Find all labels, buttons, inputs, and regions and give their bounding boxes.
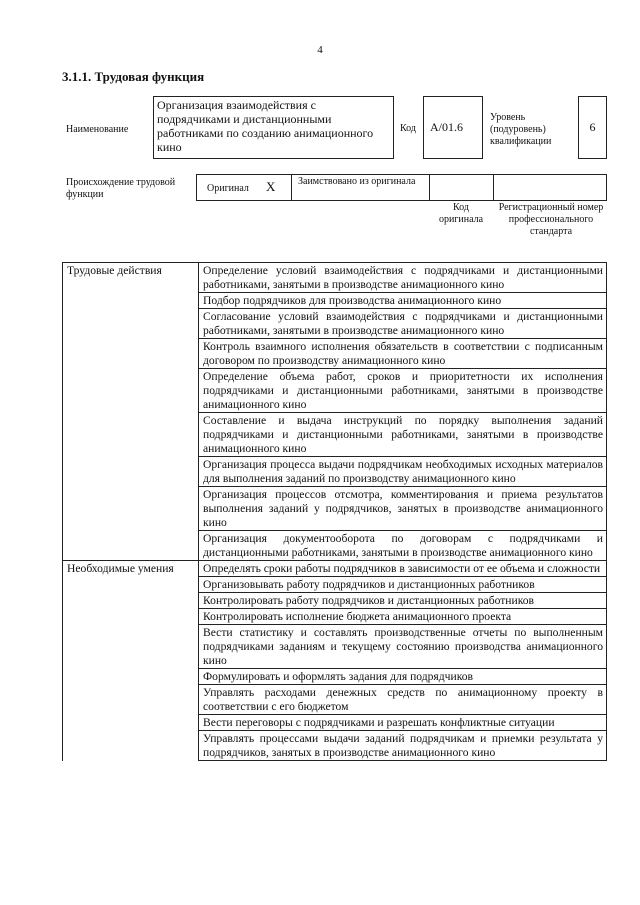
original-label: Оригинал xyxy=(207,183,249,194)
table-row xyxy=(63,609,607,625)
list-item: Управлять расходами денежных средств по анимационному проекту в соответствии с его бюджетом xyxy=(199,685,607,715)
function-details-table xyxy=(62,262,607,761)
list-item: Вести переговоры с подрядчиками и разрешать конфликтные ситуации xyxy=(199,715,607,731)
list-item: Организация процессов отсмотра, комментирования и приема результатов выполнения заданий у подрядчиков, занятых в производстве анимационного кино xyxy=(199,487,607,531)
code-value-box xyxy=(423,96,483,159)
required-skills-heading: Необходимые умения xyxy=(63,561,199,577)
table-row xyxy=(63,309,607,339)
table-row xyxy=(63,685,607,715)
table-row xyxy=(63,369,607,413)
list-item: Организация процесса выдачи подрядчикам необходимых исходных материалов для выполнения заданий по производству анимационного кино xyxy=(199,457,607,487)
list-item: Организовывать работу подрядчиков и дистанционных работников xyxy=(199,577,607,593)
table-row xyxy=(63,593,607,609)
borrowed-label: Заимствовано из оригинала xyxy=(298,176,416,187)
list-item: Организация документооборота по договорам с подрядчиками и дистанционными работниками, занятыми в производстве анимационного кино xyxy=(199,531,607,561)
name-value: Организация взаимодействия с подрядчиками и дистанционными работниками по созданию анимационного кино xyxy=(157,98,374,154)
list-item: Контроль взаимного исполнения обязательств в соответствии с подписанным договором по производству анимационного кино xyxy=(199,339,607,369)
code-label: Код xyxy=(400,123,416,134)
original-mark: X xyxy=(266,179,276,194)
level-value: 6 xyxy=(589,120,596,134)
table-row xyxy=(63,731,607,761)
table-row xyxy=(63,531,607,561)
labor-actions-heading: Трудовые действия xyxy=(63,263,199,293)
table-row xyxy=(63,339,607,369)
table-row xyxy=(63,263,607,293)
level-value-box xyxy=(578,96,607,159)
list-item: Подбор подрядчиков для производства анимационного кино xyxy=(199,293,607,309)
table-row xyxy=(63,561,607,577)
origin-label: Происхождение трудовой функции xyxy=(66,177,176,200)
table-row xyxy=(63,625,607,669)
list-item: Контролировать работу подрядчиков и дистанционных работников xyxy=(199,593,607,609)
name-label: Наименование xyxy=(66,124,129,135)
table-row xyxy=(63,457,607,487)
list-item: Контролировать исполнение бюджета анимационного проекта xyxy=(199,609,607,625)
table-row xyxy=(63,487,607,531)
table-row xyxy=(63,669,607,685)
list-item: Составление и выдача инструкций по порядку выполнения заданий подрядчиками и дистанционными работниками, занятыми в производстве анимационного кино xyxy=(199,413,607,457)
list-item: Согласование условий взаимодействия с подрядчиками и дистанционными работниками, занятыми в производстве анимационного кино xyxy=(199,309,607,339)
level-label: Уровень (подуровень) квалификации xyxy=(490,112,552,147)
table-row xyxy=(63,577,607,593)
origin-box xyxy=(196,174,607,201)
list-item: Вести статистику и составлять производственные отчеты по выполненным подрядчиками заданиям и текущему состоянию производства анимационного кино xyxy=(199,625,607,669)
name-value-box xyxy=(153,96,394,159)
list-item: Формулировать и оформлять задания для подрядчиков xyxy=(199,669,607,685)
registration-number-caption: Регистрационный номер профессионального стандарта xyxy=(498,202,604,237)
table-row xyxy=(63,293,607,309)
section-title: 3.1.1. Трудовая функция xyxy=(62,69,205,84)
list-item: Определение объема работ, сроков и приоритетности их исполнения подрядчиками и дистанционными работниками, занятыми в производстве анимационного кино xyxy=(199,369,607,413)
table-row xyxy=(63,413,607,457)
origin-divider-2 xyxy=(429,174,430,201)
origin-divider-1 xyxy=(291,174,292,201)
code-original-caption: Код оригинала xyxy=(438,202,484,225)
list-item: Определение условий взаимодействия с подрядчиками и дистанционными работниками, занятыми в производстве анимационного кино xyxy=(199,263,607,293)
table-row xyxy=(63,715,607,731)
list-item: Определять сроки работы подрядчиков в зависимости от ее объема и сложности xyxy=(199,561,607,577)
page-number: 4 xyxy=(317,44,323,56)
list-item: Управлять процессами выдачи заданий подрядчикам и приемки результата у подрядчиков, занятых в производстве анимационного кино xyxy=(199,731,607,761)
code-value: A/01.6 xyxy=(430,120,463,134)
origin-divider-3 xyxy=(493,174,494,201)
